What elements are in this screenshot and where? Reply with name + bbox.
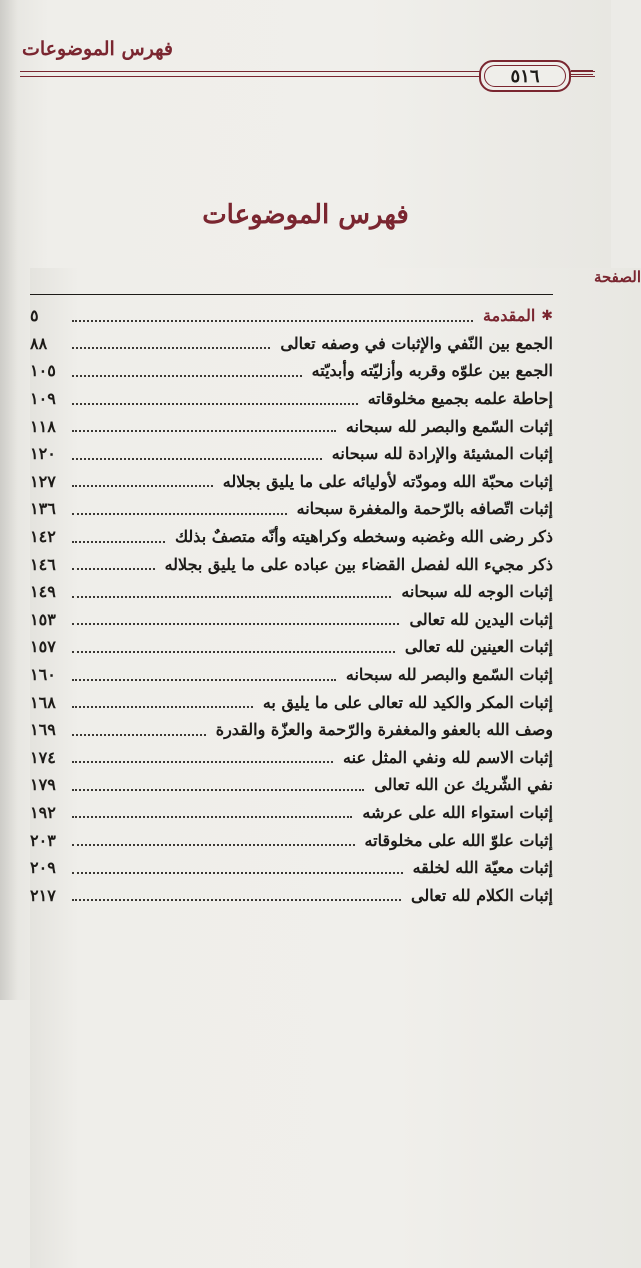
toc-entry-title: إثبات اتّصافه بالرّحمة والمغفرة سبحانه: [296, 499, 553, 519]
dot-leader: [72, 485, 213, 487]
dot-leader: [72, 430, 336, 432]
toc-entry-page: ١٧٩: [30, 775, 56, 795]
dot-leader: [72, 347, 270, 349]
toc-entry: [30, 881, 553, 909]
toc-entry: [30, 523, 553, 551]
toc-entry-page: ١٤٢: [30, 527, 56, 547]
dot-leader: [72, 734, 206, 736]
toc-list: [30, 302, 553, 909]
toc-entry: [30, 606, 553, 634]
toc-entry: [30, 440, 553, 468]
toc-entry-title: ذكر مجيء الله لفصل القضاء بين عباده على ما يليق بجلاله: [164, 554, 553, 574]
dot-leader: [72, 761, 333, 763]
dot-leader: [72, 872, 403, 874]
asterisk-icon: ✱: [541, 307, 553, 324]
toc-entry-title: الجمع بين النّفي والإثبات في وصفه تعالى: [280, 333, 553, 353]
toc-entry-title: إثبات الوجه لله سبحانه: [401, 582, 553, 602]
toc-entry-page: ٨٨: [30, 333, 48, 353]
toc-entry: [30, 661, 553, 689]
toc-entry-page: ١٣٦: [30, 499, 56, 519]
toc-entry: [30, 330, 553, 358]
running-header-title: فهرس الموضوعات: [22, 38, 173, 60]
toc-entry-title: إحاطة علمه بجميع مخلوقاته: [367, 389, 553, 409]
toc-entry: [30, 826, 553, 854]
column-header-page: الصفحة: [30, 268, 641, 1268]
toc-entry-title: وصف الله بالعفو والمغفرة والرّحمة والعزّة والقدرة: [215, 720, 553, 740]
toc-entry-title: إثبات معيّة الله لخلقه: [412, 858, 553, 878]
toc-entry: [30, 357, 553, 385]
dot-leader: [72, 403, 358, 405]
toc-entry: [30, 550, 553, 578]
toc-entry-page: ١٥٧: [30, 637, 56, 657]
dot-leader: [72, 375, 302, 377]
dot-leader: [72, 568, 155, 570]
toc-entry-page: ٥: [30, 306, 39, 326]
toc-entry-title: إثبات اليدين لله تعالى: [409, 609, 553, 629]
toc-entry-title: إثبات السّمع والبصر لله سبحانه: [345, 665, 553, 685]
toc-entry-title: ذكر رضى الله وغضبه وسخطه وكراهيته وأنّه متصفٌ بذلك: [174, 527, 553, 547]
toc-entry-title: إثبات الكلام لله تعالى: [411, 885, 553, 905]
toc-entry-page: ٢٠٩: [30, 858, 56, 878]
toc-entry-title: إثبات العينين لله تعالى: [404, 637, 553, 657]
toc-entry: [30, 716, 553, 744]
toc-entry-page: ١٤٦: [30, 554, 56, 574]
toc-entry-title: إثبات المكر والكيد لله تعالى على ما يليق به: [262, 692, 553, 712]
dot-leader: [72, 679, 336, 681]
toc-entry-page: ١٢٠: [30, 444, 56, 464]
toc-entry: [30, 799, 553, 827]
toc-entry-page: ٢١٧: [30, 885, 56, 905]
dot-leader: [72, 320, 473, 322]
dot-leader: [72, 513, 287, 515]
toc-entry-page: ١٢٧: [30, 471, 56, 491]
page-number-badge: [479, 60, 571, 92]
toc-entry-title: نفي الشّريك عن الله تعالى: [374, 775, 553, 795]
dot-leader: [72, 706, 253, 708]
toc-entry: [30, 385, 553, 413]
toc-entry-page: ٢٠٣: [30, 830, 56, 850]
column-header-rule: [30, 294, 553, 295]
dot-leader: [72, 596, 391, 598]
toc-entry: [30, 412, 553, 440]
toc-entry-title: إثبات علوّ الله على مخلوقاته: [364, 830, 553, 850]
dot-leader: [72, 651, 395, 653]
toc-entry-page: ١٤٩: [30, 582, 56, 602]
dot-leader: [72, 623, 399, 625]
page-number: ٥١٦: [510, 65, 540, 87]
toc-entry-title: إثبات استواء الله على عرشه: [362, 802, 553, 822]
toc-entry: [30, 771, 553, 799]
toc-entry-page: ١٠٥: [30, 361, 56, 381]
page-title: فهرس الموضوعات: [202, 200, 409, 230]
toc-entry-page: ١٦٨: [30, 692, 56, 712]
toc-entry: [30, 744, 553, 772]
spine-shadow: [0, 0, 18, 1000]
toc-entry: [30, 495, 553, 523]
toc-entry-page: ١٦٠: [30, 665, 56, 685]
toc-entry-title: إثبات الاسم لله ونفي المثل عنه: [343, 747, 553, 767]
toc-entry: [30, 468, 553, 496]
toc-entry-page: ١٩٢: [30, 802, 56, 822]
toc-entry-title: إثبات محبّة الله ومودّته لأوليائه على ما يليق بجلاله: [222, 471, 553, 491]
toc-entry-title: المقدمة: [483, 306, 536, 326]
toc-entry-page: ١٠٩: [30, 389, 56, 409]
dot-leader: [72, 816, 352, 818]
dot-leader: [72, 899, 401, 901]
dot-leader: [72, 541, 165, 543]
toc-entry-page: ١٧٤: [30, 747, 56, 767]
toc-entry-page: ١١٨: [30, 416, 56, 436]
toc-entry-page: ١٦٩: [30, 720, 56, 740]
toc-entry-title: الجمع بين علوّه وقربه وأزليّته وأبديّته: [311, 361, 553, 381]
dot-leader: [72, 789, 364, 791]
toc-entry-title: إثبات السّمع والبصر لله سبحانه: [345, 416, 553, 436]
toc-entry: [30, 688, 553, 716]
badge-ornament-lines: [571, 70, 593, 78]
dot-leader: [72, 844, 355, 846]
toc-entry: [30, 302, 553, 330]
toc-entry: [30, 854, 553, 882]
toc-entry-page: ١٥٣: [30, 609, 56, 629]
dot-leader: [72, 458, 322, 460]
toc-entry: [30, 578, 553, 606]
toc-entry-title: إثبات المشيئة والإرادة لله سبحانه: [331, 444, 553, 464]
toc-entry: [30, 633, 553, 661]
